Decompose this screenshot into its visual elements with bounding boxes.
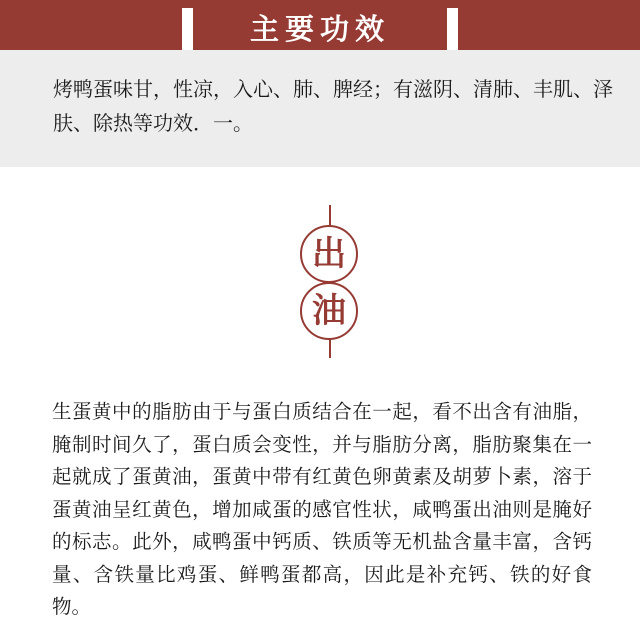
- body-paragraph: 生蛋黄中的脂肪由于与蛋白质结合在一起，看不出含有油脂，腌制时间久了，蛋白质会变性，并与脂肪分离，脂肪聚集在一起就成了蛋黄油，蛋黄中带有红黄色卵黄素及胡萝卜素，溶于蛋黄油呈红黄色，增加咸蛋的感官性状，咸鸭蛋出油则是腌好的标志。此外，咸鸭蛋中钙质、铁质等无机盐含量丰富，含钙量、含铁量比鸡蛋、鲜鸭蛋都高，因此是补充钙、铁的好食物。: [52, 400, 592, 618]
- effect-text: 烤鸭蛋味甘，性凉，入心、肺、脾经；有滋阴、清肺、丰肌、泽肤、除热等功效．一。: [53, 77, 613, 135]
- effect-panel: [0, 50, 640, 167]
- seal-badge-1: [300, 225, 358, 283]
- seal-char-1: 出: [306, 231, 352, 277]
- header-divider-right: [447, 8, 458, 50]
- section-title: 主要功效: [249, 12, 390, 46]
- header-divider-left: [182, 8, 193, 50]
- seal-badge-2: [300, 282, 358, 340]
- seal-char-2: 油: [306, 288, 352, 334]
